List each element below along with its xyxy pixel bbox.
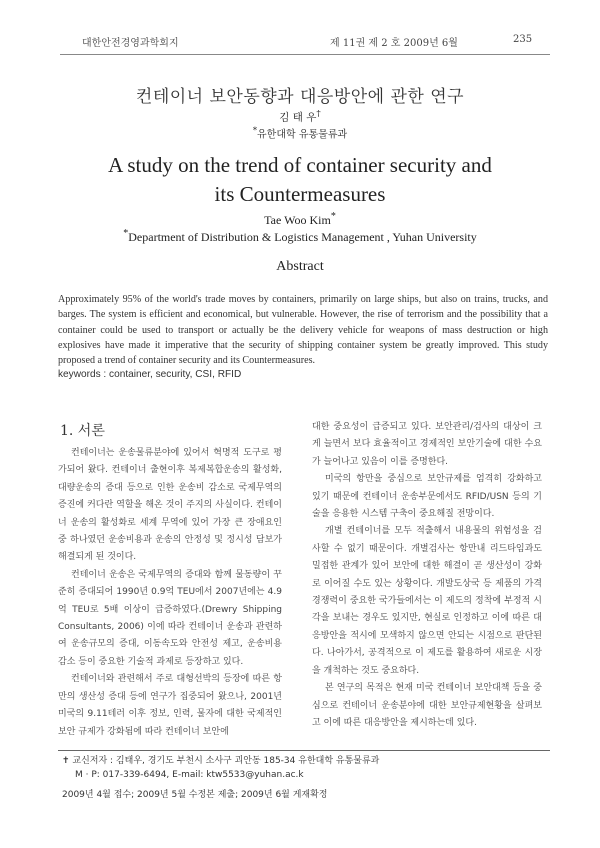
abstract-text: Approximately 95% of the world's trade moves by containers, primarily on large ships, but also on trains, trucks, and barges. The system is efficient and economical, but vulnerable. However, the rise of terrorism and the possibility that a container could be used to transport or actually be the delivery vehicle for weapons of mass destruction or high explosives have made it imperative that the security of shipping container system be greatly improved. This study proposed a trend of container security and its Countermeasures. xyxy=(58,294,548,367)
paragraph: 컨테이너 운송은 국제무역의 증대와 함께 물동량이 꾸준히 증대되어 1990년 0.9억 TEU에서 2007년에는 4.9억 TEU로 5배 이상이 급증하였다.(Drewry Shipping Consultants, 2006) 이에 따라 컨테이너 운송과 관련하여 운송규모의 증대, 이동속도와 안전성 제고, 운송비용 감소 등이 중요한 기술적 과제로 등장하고 있다. xyxy=(58,569,282,667)
right-column xyxy=(312,419,542,732)
english-title-line2: its Countermeasures xyxy=(214,182,386,206)
keywords: keywords : container, security, CSI, RFID xyxy=(58,369,242,380)
english-title xyxy=(0,151,600,209)
english-author: Tae Woo Kim* xyxy=(264,211,336,227)
paragraph: 미국의 항만을 중심으로 보안규제를 엄격히 강화하고 있기 때문에 컨테이너 운송부문에서도 RFID/USN 등의 기술을 응용한 시스템 구축이 중요해질 전망이다. xyxy=(312,474,542,520)
footnote-rule xyxy=(58,750,550,751)
issue-info: 제 11권 제 2 호 2009년 6월 xyxy=(330,38,458,49)
footnote-contact: M · P: 017-339-6494, E-mail: ktw5533@yuhan.ac.k xyxy=(75,770,304,780)
paragraph: 본 연구의 목적은 현재 미국 컨테이너 보안대책 등을 중심으로 컨테이너 운송분야에 대한 보안규제현황을 살펴보고 이에 따른 대응방안을 제시하는데 있다. xyxy=(312,683,542,728)
paragraph: 컨테이너는 운송물류분야에 있어서 혁명적 도구로 평가되어 왔다. 컨테이너 출현이후 복제복합운송의 활성화, 대량운송의 증대 등으로 인한 운송비 감소로 국제무역의 증진에 커다란 역할을 해온 것이 주지의 사실이다. 컨테이너 운송의 활성화로 세계 무역에 있어 가장 큰 장애요인 중 하나였던 운송비용과 운송의 안정성 및 정시성 담보가 해결되게 된 것이다. xyxy=(58,448,282,563)
paragraph: 개별 컨테이너를 모두 적출해서 내용물의 위험성을 검사할 수 없기 때문이다. 개별검사는 항만내 리드타임과도 밀접한 관계가 있어 보안에 대한 해결이 곧 생산성이 강화로 이어질 수도 있는 상황이다. 개발도상국 등 제품의 가격경쟁력이 중요한 국가들에서는 이 제도의 정착에 부정적 시각을 보내는 경우도 있지만, 현실로 인정하고 이에 따른 대응방안을 적시에 모색하지 않으면 안되는 시점으로 판단된다. 나아가서, 공격적으로 이 제도를 활용하여 새로운 시장을 개척하는 것도 중요하다. xyxy=(312,526,542,676)
korean-title: 컨테이너 보안동향과 대응방안에 관한 연구 xyxy=(135,87,465,107)
english-affiliation: *Department of Distribution & Logistics Management , Yuhan University xyxy=(123,228,477,244)
footnote-corresponding-author: ✝ 교신저자 : 김태우, 경기도 부천시 소사구 괴안동 185-34 유한대학 유통물류과 xyxy=(62,756,380,766)
korean-author: 김 태 우† xyxy=(279,109,321,124)
paragraph: 대한 중요성이 급증되고 있다. 보안관리/검사의 대상이 크게 늘면서 보다 효율적이고 경제적인 보안기술에 대한 수요가 늘어나고 있음이 이를 증명한다. xyxy=(312,422,542,467)
footnote-dates: 2009년 4월 접수; 2009년 5월 수정본 제출; 2009년 6월 게재확정 xyxy=(62,790,328,800)
page-number: 235 xyxy=(513,34,533,45)
korean-affiliation: *유한대학 유통물류과 xyxy=(252,125,348,141)
header-rule xyxy=(60,54,550,55)
abstract-heading: Abstract xyxy=(276,259,324,274)
section-heading: 1. 서론 xyxy=(60,423,105,439)
left-column xyxy=(58,445,282,741)
paragraph: 컨테이너와 관련해서 주로 대형선박의 등장에 따른 항만의 생산성 증대 등에 연구가 집중되어 왔으나, 2001년 미국의 9.11테러 이후 정보, 인력, 물자에 대한 국제적인 보안 규제가 강화됨에 따라 컨테이너 보안에 xyxy=(58,674,282,737)
journal-name: 대한안전경영과학회지 xyxy=(82,38,179,49)
english-title-line1: A study on the trend of container security and xyxy=(108,153,492,177)
